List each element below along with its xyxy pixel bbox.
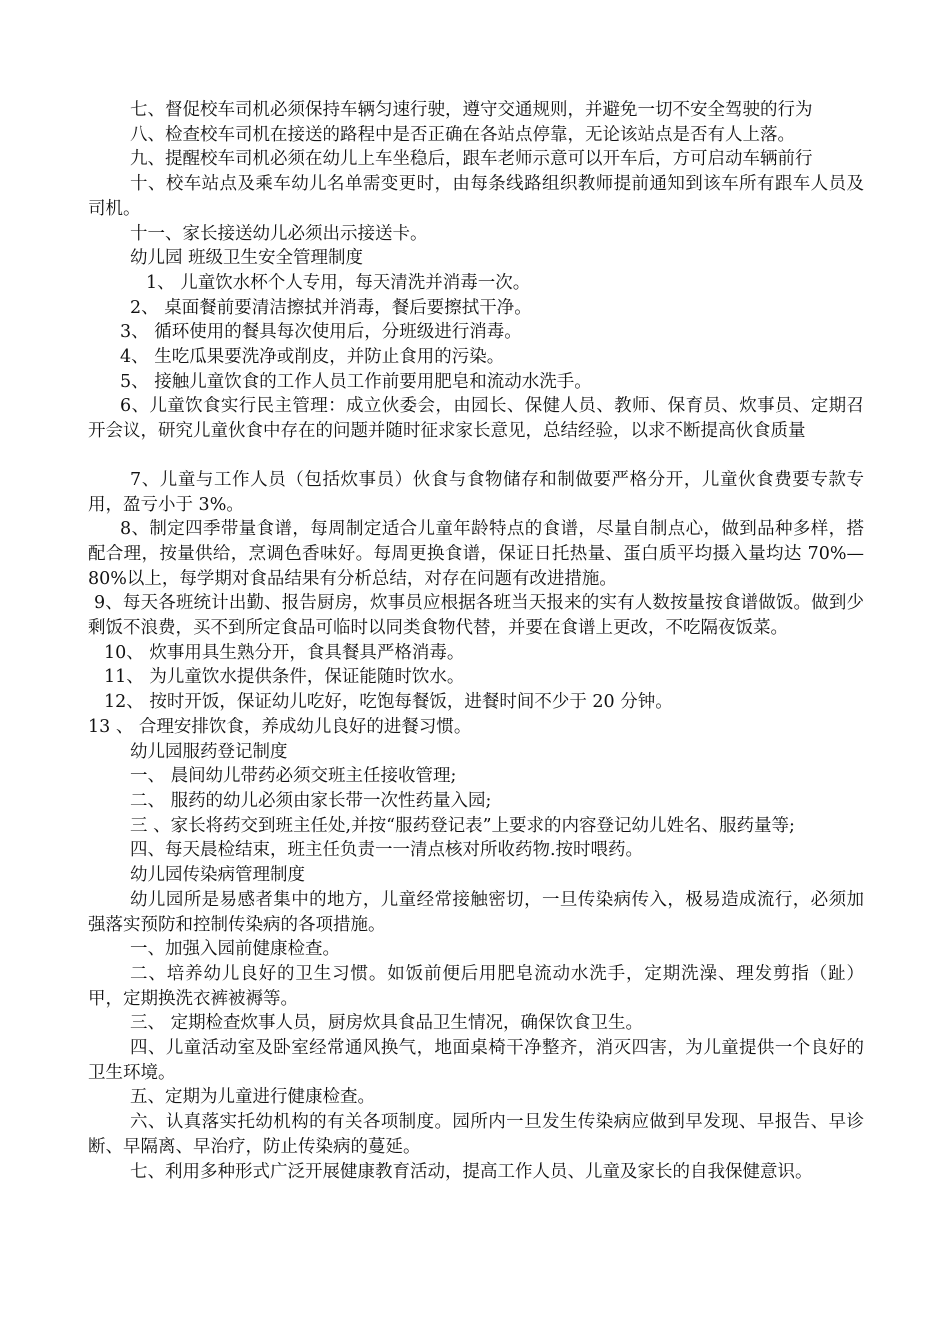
paragraph: 七、督促校车司机必须保持车辆匀速行驶，遵守交通规则，并避免一切不安全驾驶的行为	[130, 100, 813, 120]
paragraph: 2、 桌面餐前要清洁擦拭并消毒，餐后要擦拭干净。	[130, 297, 532, 318]
paragraph: 1、 儿童饮水杯个人专用，每天清洗并消毒一次。	[146, 272, 531, 293]
paragraph: 十、校车站点及乘车幼儿名单需变更时，由每条线路组织教师提前通知到该车所有跟车人员及司机。	[88, 174, 864, 219]
paragraph: 四、儿童活动室及卧室经常通风换气，地面桌椅干净整齐，消灭四害，为儿童提供一个良好的卫生环境。	[88, 1038, 864, 1083]
paragraph: 八、检查校车司机在接送的路程中是否正确在各站点停靠，无论该站点是否有人上落。	[130, 124, 795, 145]
paragraph: 幼儿园所是易感者集中的地方，儿童经常接触密切，一旦传染病传入，极易造成流行，必须加强落实预防和控制传染病的各项措施。	[88, 889, 864, 935]
paragraph: 二、培养幼儿良好的卫生习惯。如饭前便后用肥皂流动水洗手，定期洗澡、理发剪指（趾）甲，定期换洗衣裤被褥等。	[88, 963, 864, 1009]
paragraph: 一、加强入园前健康检查。	[130, 939, 340, 960]
paragraph: 九、提醒校车司机必须在幼儿上车坐稳后，跟车老师示意可以开车后，方可启动车辆前行	[130, 149, 813, 170]
paragraph: 10、 炊事用具生熟分开，食具餐具严格消毒。	[104, 642, 465, 663]
paragraph: 四、每天晨检结束，班主任负责一一清点核对所收药物.按时喂药。	[130, 840, 644, 861]
paragraph: 12、 按时开饭，保证幼儿吃好，吃饱每餐饭，进餐时间不少于 20 分钟。	[104, 692, 673, 713]
paragraph: 6、儿童饮食实行民主管理：成立伙委会，由园长、保健人员、教师、保育员、炊事员、定期召开会议，研究儿童伙食中存在的问题并随时征求家长意见，总结经验，以求不断提高伙食质量	[88, 396, 864, 442]
paragraph: 二、 服药的幼儿必须由家长带一次性药量入园;	[130, 790, 492, 811]
paragraph: 3、 循环使用的餐具每次使用后，分班级进行消毒。	[120, 322, 522, 343]
paragraph: 六、认真落实托幼机构的有关各项制度。园所内一旦发生传染病应做到早发现、早报告、早诊断、早隔离、早治疗，防止传染病的蔓延。	[88, 1112, 864, 1157]
paragraph: 9、每天各班统计出勤、报告厨房，炊事员应根据各班当天报来的实有人数按量按食谱做饭。做到少剩饭不浪费，买不到所定食品可临时以同类食物代替，并要在食谱上更改，不吃隔夜饭菜。	[88, 593, 864, 639]
paragraph: 三 、家长将药交到班主任处,并按“服药登记表”上要求的内容登记幼儿姓名、服药量等;	[130, 815, 795, 836]
paragraph: 十一、家长接送幼儿必须出示接送卡。	[130, 223, 428, 244]
section-heading: 幼儿园传染病管理制度	[130, 865, 305, 886]
paragraph: 11、 为儿童饮水提供条件，保证能随时饮水。	[104, 667, 465, 688]
paragraph: 4、 生吃瓜果要洗净或削皮，并防止食用的污染。	[120, 347, 505, 368]
paragraph: 5、 接触儿童饮食的工作人员工作前要用肥皂和流动水洗手。	[120, 371, 592, 392]
paragraph: 七、利用多种形式广泛开展健康教育活动，提高工作人员、儿童及家长的自我保健意识。	[130, 1161, 813, 1182]
blank-line	[88, 444, 864, 468]
paragraph: 8、制定四季带量食谱，每周制定适合儿童年龄特点的食谱，尽量自制点心，做到品种多样，搭配合理，按量供给，烹调色香味好。每周更换食谱，保证日托热量、蛋白质平均摄入量均达 70%—80%以上，每学期对食品结果有分析总结，对存在问题有改进措施。	[88, 519, 864, 589]
paragraph: 一、 晨间幼儿带药必须交班主任接收管理;	[130, 766, 457, 787]
document-body	[88, 98, 864, 1184]
paragraph: 7、儿童与工作人员（包括炊事员）伙食与食物储存和制做要严格分开，儿童伙食费要专款专用，盈亏小于 3%。	[88, 469, 864, 515]
paragraph: 三、 定期检查炊事人员，厨房炊具食品卫生情况，确保饮食卫生。	[130, 1013, 644, 1034]
section-heading: 幼儿园 班级卫生安全管理制度	[130, 248, 364, 269]
paragraph: 13 、 合理安排饮食，养成幼儿良好的进餐习惯。	[88, 716, 472, 737]
section-heading: 幼儿园服药登记制度	[130, 741, 288, 762]
paragraph: 五、定期为儿童进行健康检查。	[130, 1087, 375, 1108]
